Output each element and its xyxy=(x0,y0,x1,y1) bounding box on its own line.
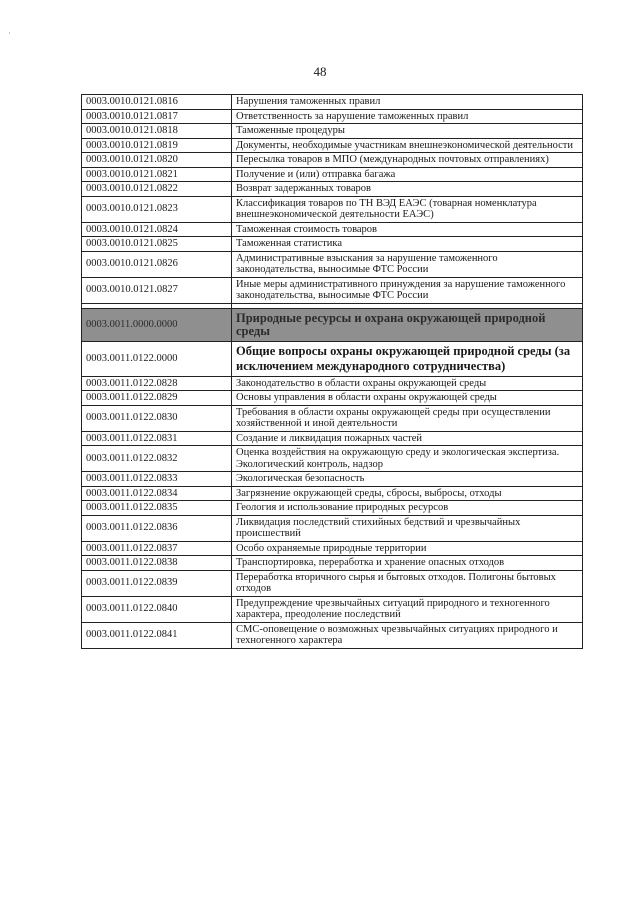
row-code: 0003.0010.0121.0821 xyxy=(82,167,232,182)
row-code: 0003.0011.0122.0830 xyxy=(82,405,232,431)
table-row xyxy=(82,251,583,277)
row-description: Административные взыскания за нарушение таможенного законодательства, выносимые ФТС России xyxy=(232,251,583,277)
table-row xyxy=(82,196,583,222)
row-description: Геология и использование природных ресурсов xyxy=(232,501,583,516)
row-description: Создание и ликвидация пожарных частей xyxy=(232,431,583,446)
table-row xyxy=(82,391,583,406)
table-row xyxy=(82,277,583,303)
row-description: Получение и (или) отправка багажа xyxy=(232,167,583,182)
table-row xyxy=(82,501,583,516)
row-code: 0003.0010.0121.0820 xyxy=(82,153,232,168)
table-row xyxy=(82,515,583,541)
subsection-title: Общие вопросы охраны окружающей природной среды (за исключением международного сотрудничества) xyxy=(232,341,583,376)
row-description: Предупреждение чрезвычайных ситуаций природного и техногенного характера, преодоление последствий xyxy=(232,596,583,622)
row-code: 0003.0011.0122.0840 xyxy=(82,596,232,622)
table-row xyxy=(82,570,583,596)
row-code: 0003.0011.0122.0838 xyxy=(82,556,232,571)
row-code: 0003.0011.0122.0834 xyxy=(82,486,232,501)
row-description: СМС-оповещение о возможных чрезвычайных ситуациях природного и техногенного характера xyxy=(232,622,583,648)
table-row xyxy=(82,167,583,182)
row-description: Транспортировка, переработка и хранение опасных отходов xyxy=(232,556,583,571)
row-description: Законодательство в области охраны окружающей среды xyxy=(232,376,583,391)
page-number: 48 xyxy=(313,64,327,79)
table-row xyxy=(82,541,583,556)
row-code: 0003.0011.0122.0841 xyxy=(82,622,232,648)
table-row xyxy=(82,596,583,622)
row-code: 0003.0011.0122.0833 xyxy=(82,472,232,487)
row-code: 0003.0011.0122.0835 xyxy=(82,501,232,516)
section-header-row xyxy=(82,308,583,341)
row-description: Требования в области охраны окружающей среды при осуществлении хозяйственной и иной деятельности xyxy=(232,405,583,431)
row-description: Пересылка товаров в МПО (международных почтовых отправлениях) xyxy=(232,153,583,168)
section-title: Природные ресурсы и охрана окружающей природной среды xyxy=(232,308,583,341)
table-row xyxy=(82,153,583,168)
row-description: Ликвидация последствий стихийных бедствий и чрезвычайных происшествий xyxy=(232,515,583,541)
row-code: 0003.0011.0122.0831 xyxy=(82,431,232,446)
subsection-header-row xyxy=(82,341,583,376)
table-row xyxy=(82,486,583,501)
row-description: Таможенная стоимость товаров xyxy=(232,222,583,237)
table-row xyxy=(82,182,583,197)
row-code: 0003.0011.0122.0829 xyxy=(82,391,232,406)
row-description: Таможенная статистика xyxy=(232,237,583,252)
classifier-table xyxy=(81,94,583,649)
row-code: 0003.0010.0121.0824 xyxy=(82,222,232,237)
row-code: 0003.0010.0121.0827 xyxy=(82,277,232,303)
row-code: 0003.0010.0121.0819 xyxy=(82,138,232,153)
table-row xyxy=(82,446,583,472)
table-row xyxy=(82,472,583,487)
row-code: 0003.0010.0121.0816 xyxy=(82,95,232,110)
row-code: 0003.0010.0121.0825 xyxy=(82,237,232,252)
row-description: Ответственность за нарушение таможенных правил xyxy=(232,109,583,124)
table-row xyxy=(82,138,583,153)
table-row xyxy=(82,376,583,391)
row-description: Документы, необходимые участникам внешнеэкономической деятельности xyxy=(232,138,583,153)
margin-mark: · xyxy=(8,28,11,38)
table-row xyxy=(82,405,583,431)
subsection-code: 0003.0011.0122.0000 xyxy=(82,341,232,376)
table-row xyxy=(82,222,583,237)
row-code: 0003.0010.0121.0817 xyxy=(82,109,232,124)
table-row xyxy=(82,95,583,110)
table-row xyxy=(82,431,583,446)
row-description: Таможенные процедуры xyxy=(232,124,583,139)
row-code: 0003.0011.0122.0839 xyxy=(82,570,232,596)
row-code: 0003.0011.0122.0837 xyxy=(82,541,232,556)
row-description: Нарушения таможенных правил xyxy=(232,95,583,110)
row-description: Иные меры административного принуждения за нарушение таможенного законодательства, выносимые ФТС России xyxy=(232,277,583,303)
table-row xyxy=(82,124,583,139)
row-description: Возврат задержанных товаров xyxy=(232,182,583,197)
row-code: 0003.0011.0122.0832 xyxy=(82,446,232,472)
row-code: 0003.0010.0121.0826 xyxy=(82,251,232,277)
row-description: Переработка вторичного сырья и бытовых отходов. Полигоны бытовых отходов xyxy=(232,570,583,596)
row-code: 0003.0011.0122.0828 xyxy=(82,376,232,391)
row-description: Оценка воздействия на окружающую среду и экологическая экспертиза. Экологический контроль, надзор xyxy=(232,446,583,472)
row-description: Загрязнение окружающей среды, сбросы, выбросы, отходы xyxy=(232,486,583,501)
row-code: 0003.0010.0121.0822 xyxy=(82,182,232,197)
table-row xyxy=(82,237,583,252)
table-row xyxy=(82,109,583,124)
row-description: Особо охраняемые природные территории xyxy=(232,541,583,556)
row-code: 0003.0010.0121.0823 xyxy=(82,196,232,222)
row-description: Основы управления в области охраны окружающей среды xyxy=(232,391,583,406)
section-code: 0003.0011.0000.0000 xyxy=(82,308,232,341)
row-code: 0003.0010.0121.0818 xyxy=(82,124,232,139)
table-row xyxy=(82,622,583,648)
row-description: Классификация товаров по ТН ВЭД ЕАЭС (товарная номенклатура внешнеэкономической деятельности ЕАЭС) xyxy=(232,196,583,222)
table-row xyxy=(82,556,583,571)
row-description: Экологическая безопасность xyxy=(232,472,583,487)
row-code: 0003.0011.0122.0836 xyxy=(82,515,232,541)
